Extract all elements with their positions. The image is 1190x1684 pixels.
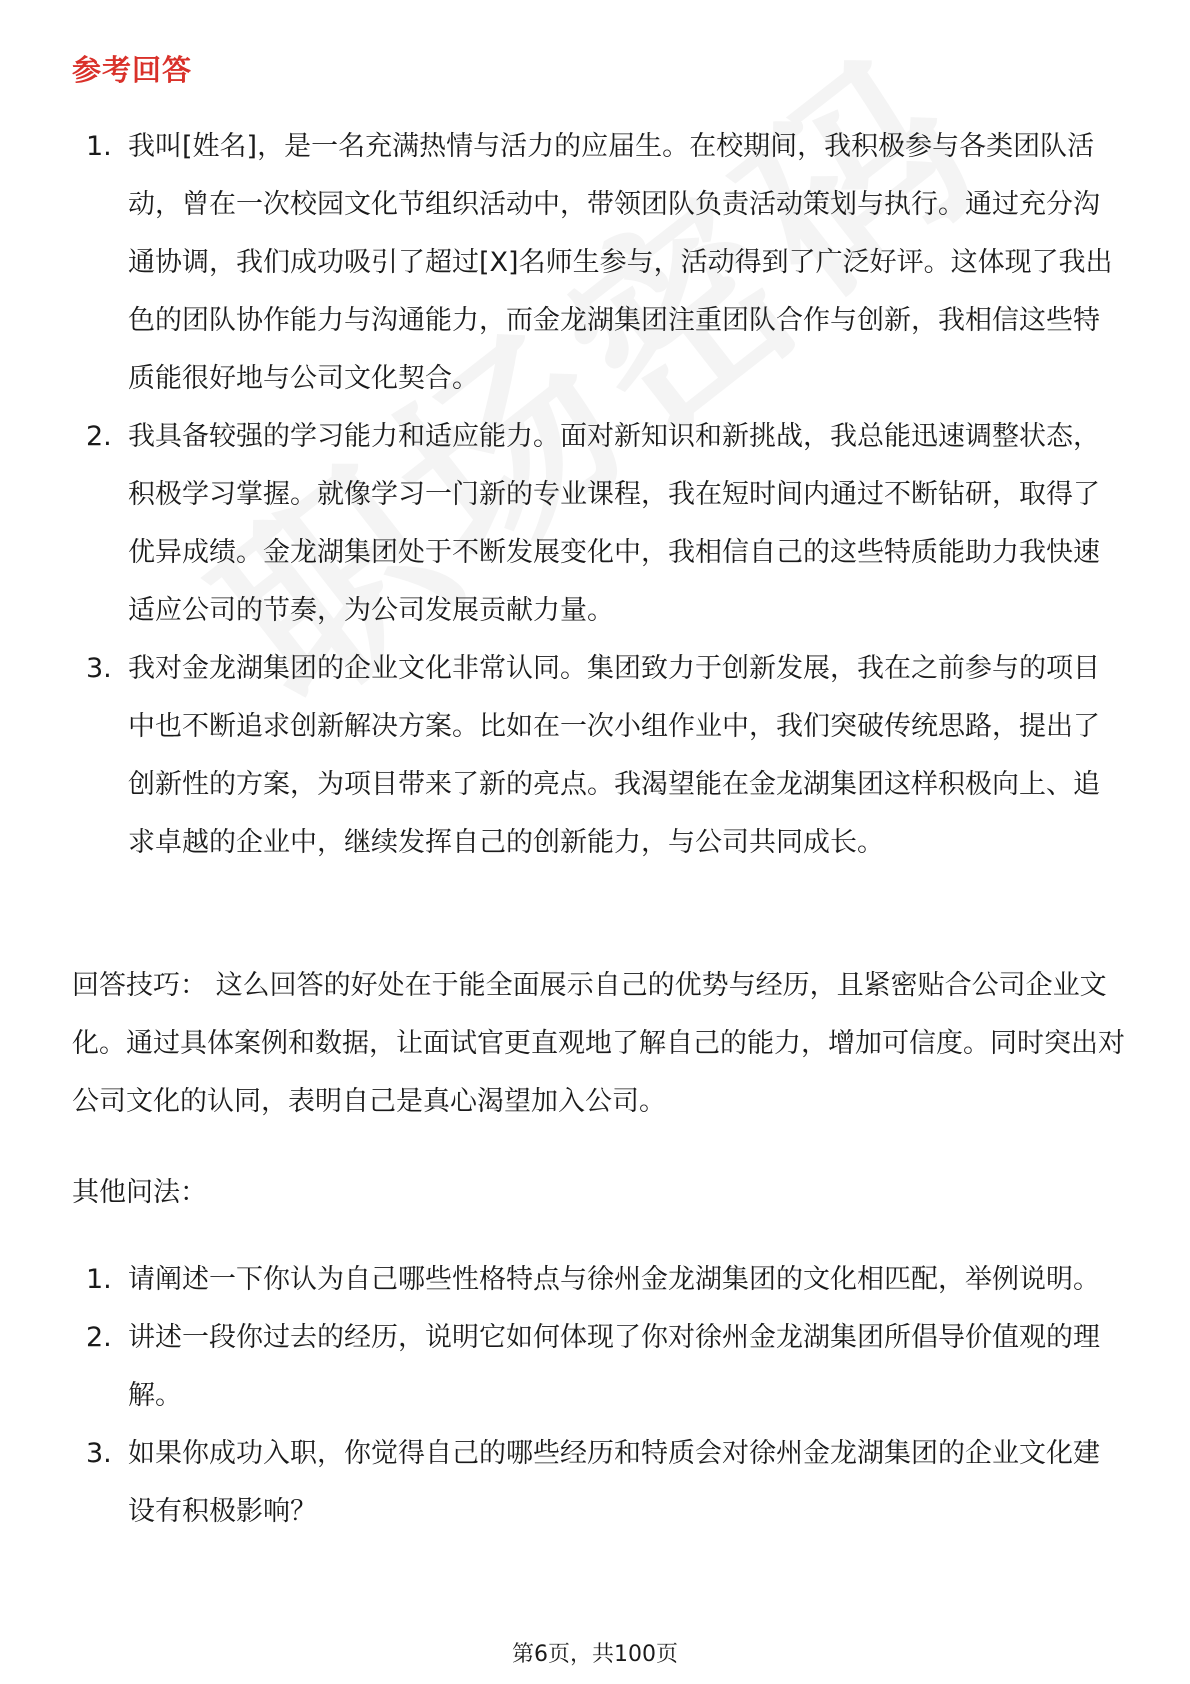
list-text: 请阐述一下你认为自己哪些性格特点与徐州金龙湖集团的文化相匹配，举例说明。 [128, 1264, 1100, 1295]
list-number: 1. [86, 1264, 112, 1295]
list-number: 2. [86, 1322, 112, 1353]
list-item [86, 640, 1126, 872]
list-item [86, 1309, 1126, 1425]
list-text: 我具备较强的学习能力和适应能力。面对新知识和新挑战，我总能迅速调整状态，积极学习掌握。就像学习一门新的专业课程，我在短时间内通过不断钻研，取得了优异成绩。金龙湖集团处于不断发展变化中，我相信自己的这些特质能助力我快速适应公司的节奏，为公司发展贡献力量。 [128, 421, 1100, 626]
list-item [86, 118, 1126, 408]
list-number: 3. [86, 653, 112, 684]
list-text: 我对金龙湖集团的企业文化非常认同。集团致力于创新发展，我在之前参与的项目中也不断追求创新解决方案。比如在一次小组作业中，我们突破传统思路，提出了创新性的方案，为项目带来了新的亮点。我渴望能在金龙湖集团这样积极向上、追求卓越的企业中，继续发挥自己的创新能力，与公司共同成长。 [128, 653, 1100, 858]
list-text: 如果你成功入职，你觉得自己的哪些经历和特质会对徐州金龙湖集团的企业文化建设有积极影响？ [128, 1438, 1100, 1527]
list-text: 讲述一段你过去的经历，说明它如何体现了你对徐州金龙湖集团所倡导价值观的理解。 [128, 1322, 1100, 1411]
list-item [86, 1251, 1126, 1309]
list-text: 我叫[姓名]，是一名充满热情与活力的应届生。在校期间，我积极参与各类团队活动，曾在一次校园文化节组织活动中，带领团队负责活动策划与执行。通过充分沟通协调，我们成功吸引了超过[X]名师生参与，活动得到了广泛好评。这体现了我出色的团队协作能力与沟通能力，而金龙湖集团注重团队合作与创新，我相信这些特质能很好地与公司文化契合。 [128, 131, 1113, 394]
other-questions-list [86, 1251, 1126, 1541]
answer-list [86, 118, 1126, 872]
list-item [86, 1425, 1126, 1541]
other-questions-label: 其他问法： [72, 1177, 207, 1208]
answer-tips: 回答技巧： 这么回答的好处在于能全面展示自己的优势与经历，且紧密贴合公司企业文化。通过具体案例和数据，让面试官更直观地了解自己的能力，增加可信度。同时突出对公司文化的认同，表明自己是真心渴望加入公司。 [72, 970, 1125, 1117]
list-number: 2. [86, 421, 112, 452]
list-item [86, 408, 1126, 640]
section-heading: 参考回答 [72, 53, 193, 87]
page-footer: 第6页，共100页 [512, 1642, 678, 1667]
list-number: 3. [86, 1438, 112, 1469]
list-number: 1. [86, 131, 112, 162]
